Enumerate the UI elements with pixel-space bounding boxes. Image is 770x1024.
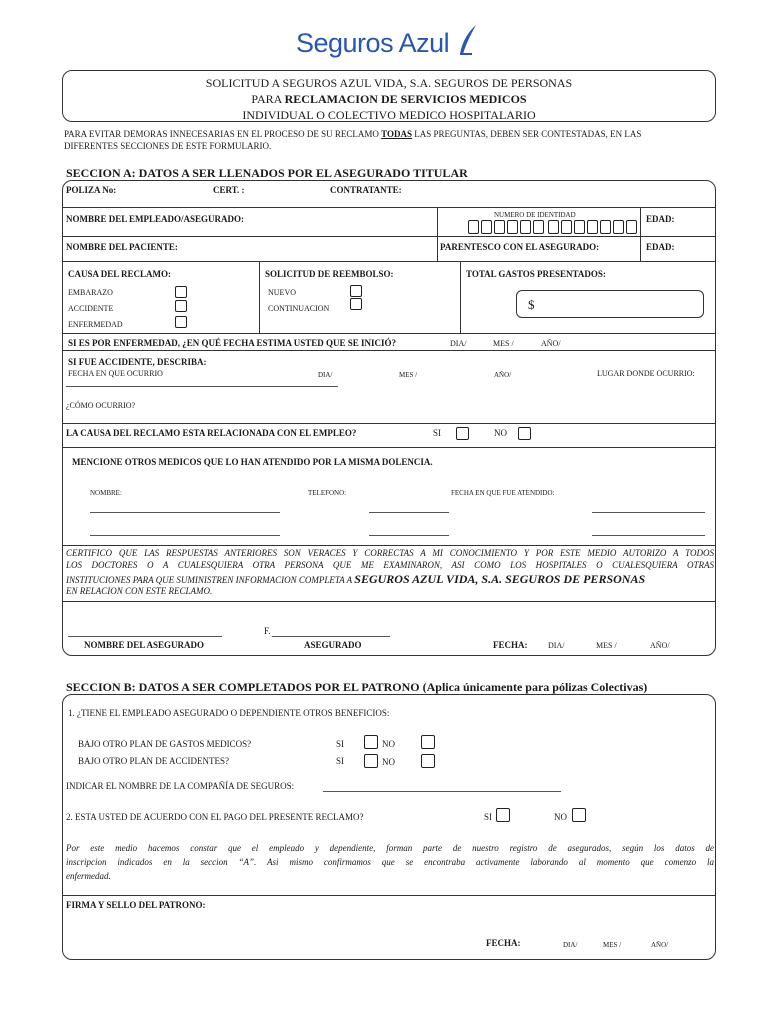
id-digit-box[interactable]	[587, 220, 598, 234]
empleo-question: LA CAUSA DEL RECLAMO ESTA RELACIONADA CON EL EMPLEO?	[66, 428, 357, 438]
q2-no: NO	[554, 812, 567, 822]
q1-label: 1. ¿TIENE EL EMPLEADO ASEGURADO O DEPENDIENTE OTROS BENEFICIOS:	[68, 708, 390, 718]
declaracion-line1: Por este medio hacemos constar que el empleado y dependiente, forman parte de nuestro registro de asegurados, según los datos de	[66, 843, 714, 853]
firma-asegurado-line[interactable]	[272, 636, 390, 637]
header-line2-prefix: PARA	[251, 92, 285, 106]
id-digit-box[interactable]	[468, 220, 479, 234]
certifico-line2: LOS DOCTORES O A CUALESQUIERA OTRA PERSONA QUE ME EXAMINARON, ASI COMO LOS HOSPITALES O CUALESQUIERA OTRAS	[66, 560, 714, 570]
plan-accidentes-no-checkbox[interactable]	[421, 754, 435, 768]
medico-fecha-line-2[interactable]	[592, 535, 705, 536]
header-line2	[62, 92, 716, 107]
header-line3: INDIVIDUAL O COLECTIVO MEDICO HOSPITALARIO	[242, 108, 536, 122]
id-digit-box[interactable]	[548, 220, 559, 234]
plan-gastos-label: BAJO OTRO PLAN DE GASTOS MEDICOS?	[78, 739, 252, 749]
empleado-label: NOMBRE DEL EMPLEADO/ASEGURADO:	[66, 214, 245, 224]
solicitud-label: SOLICITUD DE REEMBOLSO:	[265, 269, 394, 279]
notice-line2: DIFERENTES SECCIONES DE ESTE FORMULARIO.	[64, 141, 272, 151]
certifico-company: SEGUROS AZUL VIDA, S.A. SEGUROS DE PERSONAS	[354, 572, 646, 586]
fecha-b-dia: DIA/	[563, 941, 578, 949]
empleo-si-checkbox[interactable]	[456, 427, 469, 440]
empleo-no-checkbox[interactable]	[518, 427, 531, 440]
q2-si-checkbox[interactable]	[496, 808, 510, 822]
nuevo-checkbox[interactable]	[350, 285, 362, 297]
poliza-label: POLIZA No:	[66, 185, 117, 195]
numero-id-label: NUMERO DE IDENTIDAD	[494, 211, 576, 219]
edad2-label: EDAD:	[646, 242, 675, 252]
id-digit-box[interactable]	[481, 220, 492, 234]
section-b-box	[62, 694, 716, 960]
fecha-b-label: FECHA:	[486, 938, 521, 948]
indicar-label: INDICAR EL NOMBRE DE LA COMPAÑÍA DE SEGUROS:	[66, 781, 295, 791]
header-line1: SOLICITUD A SEGUROS AZUL VIDA, S.A. SEGUROS DE PERSONAS	[205, 76, 573, 90]
q2-label: 2. ESTA USTED DE ACUERDO CON EL PAGO DEL PRESENTE RECLAMO?	[66, 812, 364, 822]
certifico-line3	[66, 572, 716, 587]
continuacion-label: CONTINUACION	[268, 304, 330, 313]
embarazo-label: EMBARAZO	[68, 288, 113, 297]
fecha-a-mes: MES /	[596, 641, 617, 650]
section-b-title	[66, 680, 647, 695]
edad-label: EDAD:	[646, 214, 675, 224]
id-digit-box[interactable]	[533, 220, 544, 234]
lugar-label: LUGAR DONDE OCURRIO:	[597, 369, 695, 378]
como-label: ¿CÓMO OCURRIO?	[66, 401, 136, 410]
section-a-title: SECCION A: DATOS A SER LLENADOS POR EL ASEGURADO TITULAR	[66, 166, 468, 180]
accidente-anio: AÑO/	[494, 371, 512, 379]
id-digit-box[interactable]	[507, 220, 518, 234]
certifico-line1: CERTIFICO QUE LAS RESPUESTAS ANTERIORES SON VERACES Y CORRECTAS A MI CONOCIMIENTO Y POR ESTE MEDIO AUTORIZO A TODOS	[66, 548, 714, 558]
compania-seguros-line[interactable]	[323, 791, 561, 792]
plan-gastos-si: SI	[336, 739, 345, 749]
medico-fecha-header: FECHA EN QUE FUE ATENDIDO:	[451, 489, 555, 497]
accidente-label: ACCIDENTE	[68, 304, 114, 313]
certifico-line3-text: INSTITUCIONES PARA QUE SUMINISTREN INFORMACION COMPLETA A	[66, 575, 355, 585]
header-line2-bold: RECLAMACION DE SERVICIOS MEDICOS	[284, 92, 527, 106]
feather-icon	[456, 24, 480, 58]
medico-telefono-header: TELEFONO:	[308, 489, 347, 497]
medico-fecha-line-1[interactable]	[592, 512, 705, 513]
accidente-mes: MES /	[399, 371, 418, 379]
enfermedad-checkbox[interactable]	[175, 316, 187, 328]
q2-no-checkbox[interactable]	[572, 808, 586, 822]
notice-line1	[64, 129, 724, 139]
empleo-no-label: NO	[494, 428, 507, 438]
plan-gastos-si-checkbox[interactable]	[364, 735, 378, 749]
plan-accidentes-si-checkbox[interactable]	[364, 754, 378, 768]
medico-telefono-line-2[interactable]	[369, 535, 449, 536]
accidente-dia: DIA/	[318, 371, 333, 379]
firma-f: F.	[264, 626, 271, 636]
accidente-question: SI FUE ACCIDENTE, DESCRIBA:	[68, 357, 207, 367]
paciente-label: NOMBRE DEL PACIENTE:	[66, 242, 178, 252]
id-digit-box[interactable]	[520, 220, 531, 234]
empleo-si-label: SI	[433, 428, 442, 438]
fecha-b-anio: AÑO/	[651, 941, 669, 949]
otros-medicos-label: MENCIONE OTROS MEDICOS QUE LO HAN ATENDIDO POR LA MISMA DOLENCIA.	[72, 457, 433, 467]
notice-part1: PARA EVITAR DEMORAS INNECESARIAS EN EL PROCESO DE SU RECLAMO	[64, 129, 382, 139]
logo-text: Seguros Azul	[296, 28, 450, 58]
fecha-a-dia: DIA/	[548, 641, 565, 650]
certifico-line4: EN RELACION CON ESTE RECLAMO.	[66, 586, 213, 596]
dollar-sign: $	[528, 297, 535, 312]
id-digit-box[interactable]	[613, 220, 624, 234]
nombre-asegurado-label: NOMBRE DEL ASEGURADO	[84, 640, 205, 650]
enfermedad-question: SI ES POR ENFERMEDAD, ¿EN QUÉ FECHA ESTIMA USTED QUE SE INICIÓ?	[68, 338, 397, 348]
cert-label: CERT. :	[213, 185, 245, 195]
accidente-checkbox[interactable]	[175, 300, 187, 312]
fecha-a-anio: AÑO/	[650, 641, 670, 650]
declaracion-line3: enfermedad.	[66, 871, 111, 881]
causa-label: CAUSA DEL RECLAMO:	[68, 269, 172, 279]
enfermedad-mes: MES /	[493, 339, 514, 348]
enfermedad-dia: DIA/	[450, 339, 467, 348]
total-amount-field[interactable]	[516, 290, 704, 318]
id-digit-box[interactable]	[574, 220, 585, 234]
q2-si: SI	[484, 812, 493, 822]
fecha-ocurrio-label: FECHA EN QUE OCURRIO	[68, 369, 163, 378]
id-digit-box[interactable]	[494, 220, 505, 234]
section-b-title-rest: (Aplica únicamente para pólizas Colectivas)	[419, 680, 648, 694]
medico-telefono-line-1[interactable]	[369, 512, 449, 513]
logo	[296, 24, 486, 64]
contratante-label: CONTRATANTE:	[330, 185, 402, 195]
fecha-b-mes: MES /	[603, 941, 622, 949]
asegurado-label: ASEGURADO	[304, 640, 362, 650]
parentesco-label: PARENTESCO CON EL ASEGURADO:	[440, 242, 600, 252]
medico-nombre-line-1[interactable]	[90, 512, 280, 513]
plan-gastos-no: NO	[382, 739, 395, 749]
nombre-asegurado-line[interactable]	[68, 636, 222, 637]
medico-nombre-header: NOMBRE:	[90, 489, 122, 497]
firma-patrono-label: FIRMA Y SELLO DEL PATRONO:	[66, 900, 206, 910]
plan-gastos-no-checkbox[interactable]	[421, 735, 435, 749]
section-b-title-bold: SECCION B: DATOS A SER COMPLETADOS POR EL PATRONO	[66, 680, 420, 694]
medico-nombre-line-2[interactable]	[90, 535, 280, 536]
enfermedad-label: ENFERMEDAD	[68, 320, 123, 329]
plan-accidentes-no: NO	[382, 757, 395, 767]
plan-accidentes-si: SI	[336, 756, 345, 766]
nuevo-label: NUEVO	[268, 288, 296, 297]
embarazo-checkbox[interactable]	[175, 286, 187, 298]
notice-emph: TODAS	[381, 129, 413, 139]
id-digit-box[interactable]	[561, 220, 572, 234]
declaracion-line2: inscripcion indicados en la seccion “A”. Asi mismo confirmamos que se encontraba activamente laborando al momento que comenzo la	[66, 857, 714, 867]
fecha-a-label: FECHA:	[493, 640, 528, 650]
total-label: TOTAL GASTOS PRESENTADOS:	[466, 269, 606, 279]
notice-part2: LAS PREGUNTAS, DEBEN SER CONTESTADAS, EN LAS	[412, 129, 642, 139]
id-digit-box[interactable]	[600, 220, 611, 234]
enfermedad-anio: AÑO/	[541, 339, 561, 348]
plan-accidentes-label: BAJO OTRO PLAN DE ACCIDENTES?	[78, 756, 230, 766]
continuacion-checkbox[interactable]	[350, 298, 362, 310]
id-digit-box[interactable]	[626, 220, 637, 234]
